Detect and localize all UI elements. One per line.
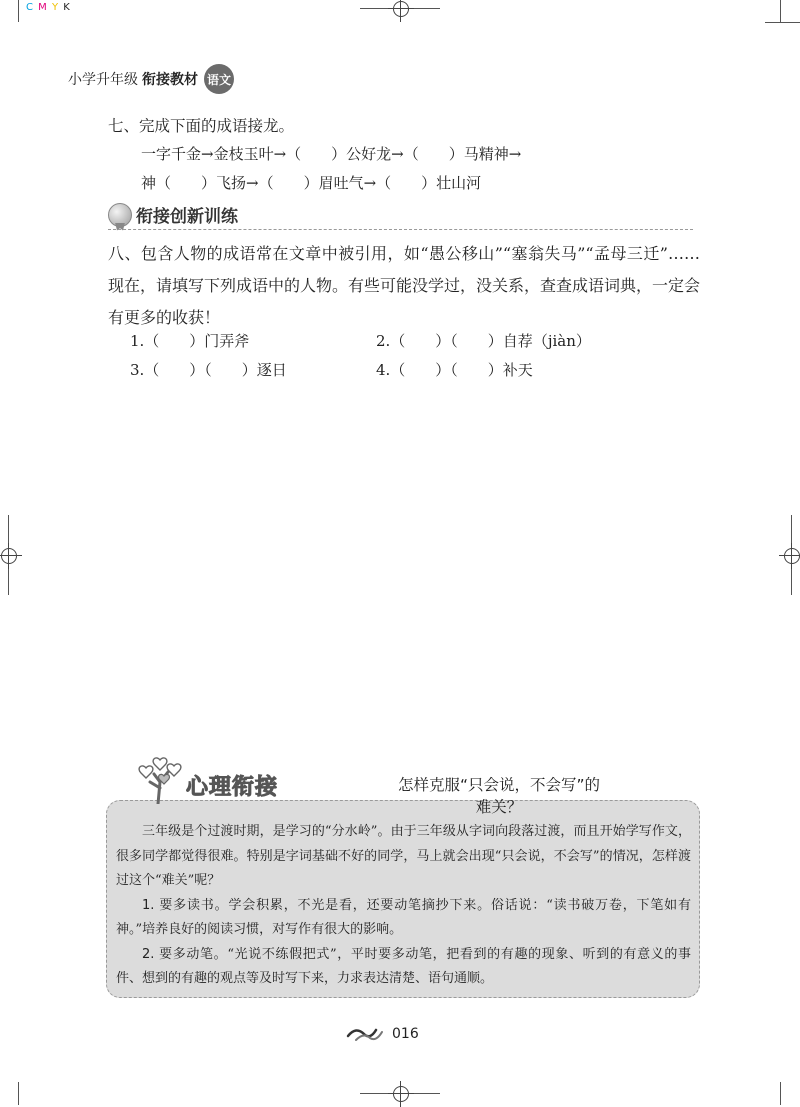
tree-hearts-icon: [136, 752, 186, 804]
registration-mark-left: [1, 548, 17, 564]
crop-mark-bottom-left: [18, 1082, 19, 1105]
cmyk-y: Y: [52, 2, 60, 13]
psych-tab-label: 心理衔接: [186, 775, 279, 800]
medal-icon: [108, 203, 132, 227]
q8-item-3: 3.（ ）（ ）逐日: [130, 361, 287, 379]
psych-heading-line-2: 难关？: [475, 798, 523, 816]
psych-tip-1-label: 1. 要多读书。: [142, 897, 229, 913]
cmyk-m: M: [38, 2, 48, 13]
q7-chain-line-2: 神（ ）飞扬→（ ）眉吐气→（ ）壮山河: [141, 174, 482, 192]
psych-tab: [186, 770, 306, 808]
swirl-icon: [346, 1024, 384, 1044]
section-title: 衔接创新训练: [136, 207, 238, 227]
header-book: 衔接教材: [142, 72, 198, 88]
section-heading: [108, 202, 238, 227]
registration-mark-top: [393, 1, 409, 17]
section-divider: [108, 229, 693, 230]
page-header: [68, 64, 234, 94]
crop-mark-top-left: [18, 0, 19, 22]
q7-chain-line-1: 一字千金→金枝玉叶→（ ）公好龙→（ ）马精神→: [141, 145, 522, 163]
q8-item-4: 4.（ ）（ ）补天: [376, 361, 533, 379]
psych-heading-line-1: 怎样克服“只会说，不会写”的: [397, 776, 601, 794]
cmyk-marks: [26, 2, 71, 13]
q8-paragraph: 八、包含人物的成语常在文章中被引用，如“愚公移山”“塞翁失马”“孟母三迁”……现在，请填写下列成语中的人物。有些可能没学过，没关系，查查成语词典，一定会有更多的收获！: [108, 244, 701, 327]
registration-mark-bottom: [393, 1086, 409, 1102]
psych-body: [116, 820, 691, 992]
psych-tip-2-text: “光说不练假把式”，平时要多动笔，把看到的有趣的现象、听到的有意义的事件、想到的有趣的观点等及时写下来，力求表达清楚、语句通顺。: [116, 946, 691, 986]
q8-item-2: 2.（ ）（ ）自荐（jiàn）: [376, 332, 591, 350]
psych-intro: 三年级是个过渡时期，是学习的“分水岭”。由于三年级从字词向段落过渡，而且开始学写作文，很多同学都觉得很难。特别是字词基础不好的同学，马上就会出现“只会说，不会写”的情况，怎样渡过这个“难关”呢？: [116, 824, 691, 888]
registration-mark-right: [784, 548, 800, 564]
psych-tip-2: [116, 943, 691, 992]
psych-heading: [388, 774, 610, 818]
cmyk-c: C: [26, 2, 34, 13]
crop-mark-bottom-right: [780, 1082, 781, 1105]
psych-tip-1: [116, 894, 691, 943]
header-level: 小学升年级: [68, 72, 138, 88]
subject-badge: 语文: [204, 64, 234, 94]
crop-mark-top-right-h: [765, 22, 800, 23]
q7-title: 七、完成下面的成语接龙。: [108, 117, 295, 135]
cmyk-k: K: [63, 2, 71, 13]
psych-tip-1-text: 学会积累，不光是看，还要动笔摘抄下来。俗话说：“读书破万卷，下笔如有神。”培养良好的阅读习惯，对写作有很大的影响。: [116, 897, 691, 937]
psych-tip-2-label: 2. 要多动笔。: [142, 946, 228, 962]
crop-mark-top-right: [780, 0, 781, 22]
q8-item-1: 1.（ ）门弄斧: [130, 332, 250, 350]
page-footer: [346, 1024, 419, 1044]
page-number: 016: [392, 1026, 419, 1042]
